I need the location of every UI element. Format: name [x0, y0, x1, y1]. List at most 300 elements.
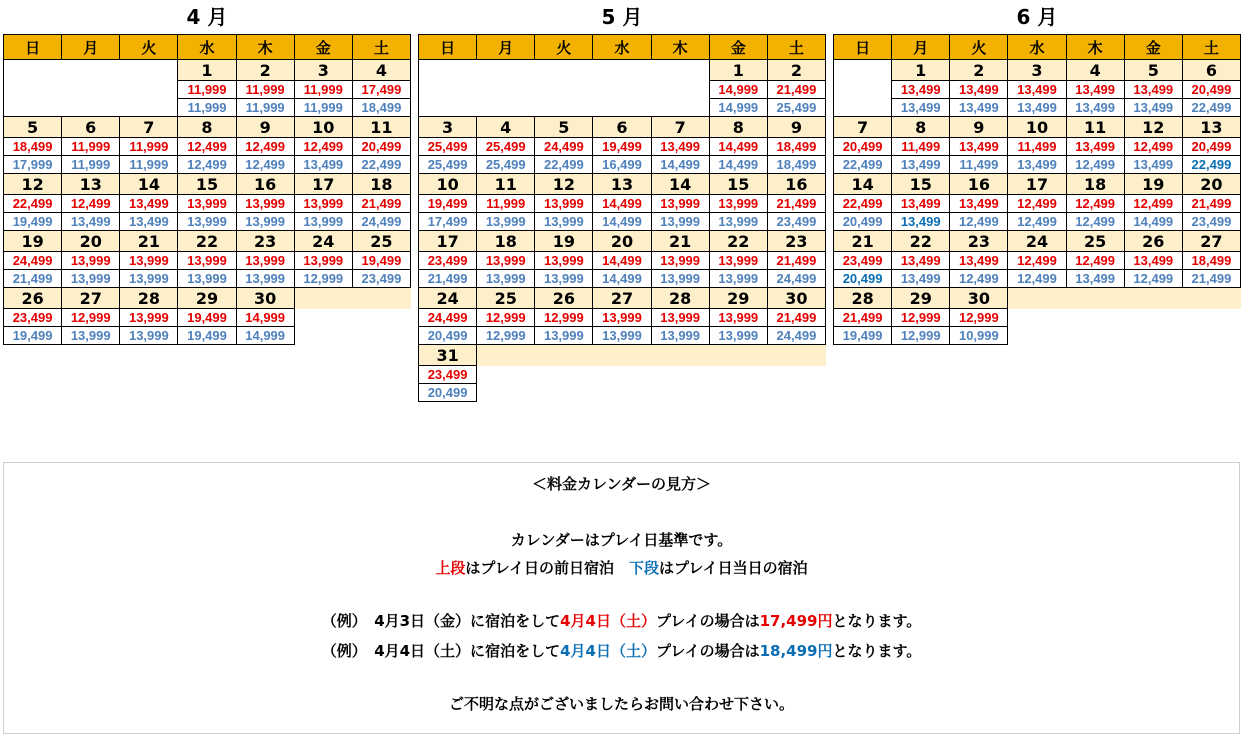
price-prev-night: 20,499 [834, 138, 892, 156]
example-1-mid: プレイの場合は [655, 612, 760, 630]
price-same-day: 13,999 [651, 327, 709, 345]
price-prev-night: 13,499 [1066, 138, 1124, 156]
price-prev-night: 13,499 [892, 252, 950, 270]
price-same-day: 14,499 [593, 213, 651, 231]
price-prev-night: 13,499 [1008, 81, 1066, 99]
empty-day-cell [4, 60, 62, 117]
day-number: 12 [4, 174, 62, 195]
day-number: 6 [1182, 60, 1240, 81]
day-number: 19 [4, 231, 62, 252]
empty-day-cell [593, 60, 651, 117]
month-title: 4 月 [186, 5, 228, 29]
price-prev-night: 13,999 [709, 309, 767, 327]
weekday-header: 金 [709, 35, 767, 60]
legend-row-explanation [4, 557, 1239, 578]
price-same-day: 13,999 [120, 270, 178, 288]
month-title: 6 月 [1016, 5, 1058, 29]
price-prev-night: 11,999 [120, 138, 178, 156]
example-1 [4, 610, 1239, 631]
price-prev-night: 21,499 [834, 309, 892, 327]
weekday-header: 水 [1008, 35, 1066, 60]
day-number: 22 [892, 231, 950, 252]
price-same-day: 25,499 [767, 99, 825, 117]
day-number: 20 [593, 231, 651, 252]
day-number: 12 [1124, 117, 1182, 138]
price-prev-night: 19,499 [178, 309, 236, 327]
price-prev-night: 13,999 [593, 309, 651, 327]
price-same-day: 22,499 [352, 156, 410, 174]
day-number: 26 [535, 288, 593, 309]
price-prev-night: 13,499 [1066, 81, 1124, 99]
day-number: 9 [950, 117, 1008, 138]
price-prev-night: 13,499 [950, 195, 1008, 213]
price-same-day: 14,499 [593, 270, 651, 288]
month-grid [3, 34, 411, 345]
upper-row-text: はプレイ日の前日宿泊 [465, 559, 629, 577]
day-number: 3 [419, 117, 477, 138]
price-same-day: 13,499 [892, 99, 950, 117]
price-prev-night: 13,999 [236, 195, 294, 213]
price-same-day: 24,499 [767, 327, 825, 345]
price-same-day: 13,499 [1066, 270, 1124, 288]
price-same-day: 13,499 [62, 213, 120, 231]
price-same-day: 13,499 [1066, 99, 1124, 117]
example-1-day: 4月4日（土） [560, 612, 656, 630]
legend-footer: ご不明な点がございましたらお問い合わせ下さい。 [448, 695, 794, 713]
day-number: 1 [709, 60, 767, 81]
day-number: 9 [236, 117, 294, 138]
price-prev-night: 23,499 [419, 252, 477, 270]
day-number: 4 [1066, 60, 1124, 81]
price-prev-night: 13,499 [651, 138, 709, 156]
price-prev-night: 13,999 [535, 195, 593, 213]
day-number: 25 [477, 288, 535, 309]
weekday-header: 火 [950, 35, 1008, 60]
day-number: 20 [1182, 174, 1240, 195]
price-same-day: 18,499 [352, 99, 410, 117]
price-prev-night: 11,999 [236, 81, 294, 99]
month-2 [418, 0, 826, 402]
price-same-day: 21,499 [4, 270, 62, 288]
price-same-day: 11,499 [950, 156, 1008, 174]
empty-day-cell [120, 60, 178, 117]
price-same-day: 13,999 [62, 270, 120, 288]
price-same-day: 20,499 [419, 327, 477, 345]
lower-row-text: はプレイ日当日の宿泊 [659, 559, 808, 577]
price-same-day: 14,999 [236, 327, 294, 345]
weekday-header: 日 [4, 35, 62, 60]
price-prev-night: 11,999 [62, 138, 120, 156]
price-prev-night: 23,499 [834, 252, 892, 270]
price-prev-night: 12,499 [294, 138, 352, 156]
day-number: 16 [767, 174, 825, 195]
price-prev-night: 12,999 [950, 309, 1008, 327]
price-prev-night: 13,999 [178, 252, 236, 270]
price-prev-night: 21,499 [767, 195, 825, 213]
price-prev-night: 13,999 [120, 309, 178, 327]
month-1 [3, 0, 411, 345]
price-prev-night: 18,499 [1182, 252, 1240, 270]
example-1-price: 17,499円 [759, 612, 833, 630]
day-number: 27 [62, 288, 120, 309]
weekday-header: 月 [892, 35, 950, 60]
price-same-day: 13,499 [892, 270, 950, 288]
day-number: 9 [767, 117, 825, 138]
price-prev-night: 11,999 [294, 81, 352, 99]
day-number: 29 [892, 288, 950, 309]
price-prev-night: 11,499 [892, 138, 950, 156]
price-same-day: 13,999 [709, 270, 767, 288]
price-prev-night: 20,499 [1182, 138, 1240, 156]
weekday-header: 木 [651, 35, 709, 60]
empty-day-cell [834, 60, 892, 117]
price-prev-night: 23,499 [4, 309, 62, 327]
legend-title: ＜料金カレンダーの見方＞ [531, 475, 712, 493]
price-same-day: 21,499 [1182, 270, 1240, 288]
price-same-day: 13,499 [950, 99, 1008, 117]
price-same-day: 13,999 [709, 327, 767, 345]
day-number: 24 [1008, 231, 1066, 252]
month-grid [418, 34, 826, 402]
price-prev-night: 12,499 [1066, 252, 1124, 270]
example-2-day: 4月4日（土） [560, 642, 656, 660]
price-same-day: 16,499 [593, 156, 651, 174]
price-same-day: 12,999 [892, 327, 950, 345]
price-prev-night: 13,499 [1124, 252, 1182, 270]
day-number: 21 [651, 231, 709, 252]
price-same-day: 13,999 [709, 213, 767, 231]
day-number: 10 [419, 174, 477, 195]
price-prev-night: 23,499 [419, 366, 477, 384]
day-number: 25 [352, 231, 410, 252]
day-number: 13 [1182, 117, 1240, 138]
day-number: 11 [352, 117, 410, 138]
price-same-day: 12,499 [1008, 213, 1066, 231]
day-number: 7 [120, 117, 178, 138]
price-prev-night: 12,999 [535, 309, 593, 327]
price-prev-night: 13,999 [294, 195, 352, 213]
price-prev-night: 11,499 [1008, 138, 1066, 156]
price-same-day: 12,499 [178, 156, 236, 174]
day-number: 25 [1066, 231, 1124, 252]
price-same-day: 18,499 [767, 156, 825, 174]
empty-day-cell [535, 60, 593, 117]
day-number: 8 [709, 117, 767, 138]
weekday-header: 月 [477, 35, 535, 60]
day-number: 30 [950, 288, 1008, 309]
day-number: 30 [236, 288, 294, 309]
price-same-day: 23,499 [352, 270, 410, 288]
weekday-header: 火 [535, 35, 593, 60]
price-same-day: 11,999 [294, 99, 352, 117]
day-number: 4 [477, 117, 535, 138]
price-same-day: 12,999 [294, 270, 352, 288]
day-number: 1 [892, 60, 950, 81]
price-prev-night: 13,499 [950, 138, 1008, 156]
day-number: 14 [834, 174, 892, 195]
price-prev-night: 13,499 [950, 252, 1008, 270]
day-number: 15 [709, 174, 767, 195]
example-1-prefix: （例） 4月3日（金）に宿泊をして [321, 612, 561, 630]
price-same-day: 12,999 [477, 327, 535, 345]
price-same-day: 13,499 [1124, 156, 1182, 174]
price-same-day: 10,999 [950, 327, 1008, 345]
day-number: 18 [352, 174, 410, 195]
day-number: 27 [1182, 231, 1240, 252]
price-prev-night: 19,499 [352, 252, 410, 270]
weekday-header: 土 [1182, 35, 1240, 60]
price-prev-night: 12,499 [62, 195, 120, 213]
price-prev-night: 21,499 [767, 81, 825, 99]
price-prev-night: 18,499 [4, 138, 62, 156]
price-prev-night: 13,499 [950, 81, 1008, 99]
day-number: 2 [767, 60, 825, 81]
price-same-day: 11,999 [120, 156, 178, 174]
price-prev-night: 13,999 [236, 252, 294, 270]
day-number: 14 [651, 174, 709, 195]
price-same-day: 19,499 [178, 327, 236, 345]
price-same-day: 11,999 [178, 99, 236, 117]
weekday-header: 火 [120, 35, 178, 60]
upper-row-label: 上段 [435, 559, 466, 577]
day-number: 23 [236, 231, 294, 252]
price-prev-night: 13,999 [294, 252, 352, 270]
price-prev-night: 12,499 [178, 138, 236, 156]
price-prev-night: 13,999 [709, 252, 767, 270]
price-same-day: 13,999 [236, 270, 294, 288]
price-same-day: 12,499 [950, 213, 1008, 231]
weekday-header: 木 [1066, 35, 1124, 60]
price-prev-night: 12,499 [1066, 195, 1124, 213]
price-prev-night: 19,499 [593, 138, 651, 156]
price-prev-night: 24,499 [4, 252, 62, 270]
price-prev-night: 21,499 [1182, 195, 1240, 213]
day-number: 6 [593, 117, 651, 138]
price-same-day: 24,499 [352, 213, 410, 231]
price-same-day: 17,999 [4, 156, 62, 174]
day-number: 2 [950, 60, 1008, 81]
price-prev-night: 13,999 [62, 252, 120, 270]
price-prev-night: 21,499 [767, 309, 825, 327]
day-number: 20 [62, 231, 120, 252]
example-2-price: 18,499円 [759, 642, 833, 660]
day-number: 18 [477, 231, 535, 252]
price-same-day: 21,499 [419, 270, 477, 288]
month-title: 5 月 [601, 5, 643, 29]
price-prev-night: 21,499 [767, 252, 825, 270]
day-number: 15 [178, 174, 236, 195]
price-same-day: 13,499 [1008, 99, 1066, 117]
example-2-mid: プレイの場合は [655, 642, 760, 660]
price-same-day: 13,999 [178, 213, 236, 231]
price-prev-night: 25,499 [419, 138, 477, 156]
day-number: 22 [709, 231, 767, 252]
price-prev-night: 13,999 [477, 252, 535, 270]
weekday-header: 日 [834, 35, 892, 60]
day-number: 5 [535, 117, 593, 138]
day-number: 10 [294, 117, 352, 138]
price-prev-night: 14,499 [709, 138, 767, 156]
price-same-day: 12,499 [236, 156, 294, 174]
price-same-day: 22,499 [1182, 99, 1240, 117]
price-same-day: 13,999 [178, 270, 236, 288]
weekday-header: 土 [352, 35, 410, 60]
legend-box [3, 462, 1240, 734]
empty-day-cell [651, 60, 709, 117]
weekday-header: 金 [1124, 35, 1182, 60]
price-same-day: 25,499 [477, 156, 535, 174]
weekday-header: 水 [178, 35, 236, 60]
day-number: 11 [477, 174, 535, 195]
price-prev-night: 18,499 [767, 138, 825, 156]
price-same-day: 20,499 [834, 213, 892, 231]
empty-day-cell [419, 60, 477, 117]
day-number: 3 [1008, 60, 1066, 81]
price-same-day: 13,999 [651, 270, 709, 288]
price-same-day: 13,999 [535, 327, 593, 345]
price-prev-night: 14,999 [236, 309, 294, 327]
day-number: 1 [178, 60, 236, 81]
price-prev-night: 11,999 [477, 195, 535, 213]
day-number: 28 [651, 288, 709, 309]
day-number: 6 [62, 117, 120, 138]
day-number: 15 [892, 174, 950, 195]
example-2-suffix: となります。 [832, 642, 922, 660]
day-number: 2 [236, 60, 294, 81]
day-number: 18 [1066, 174, 1124, 195]
day-number: 24 [419, 288, 477, 309]
legend-basis-text: カレンダーはプレイ日基準です。 [510, 531, 733, 549]
day-number: 26 [1124, 231, 1182, 252]
price-prev-night: 13,499 [892, 81, 950, 99]
day-number: 14 [120, 174, 178, 195]
day-number: 10 [1008, 117, 1066, 138]
price-prev-night: 22,499 [834, 195, 892, 213]
price-same-day: 22,499 [834, 156, 892, 174]
example-2-prefix: （例） 4月4日（土）に宿泊をして [321, 642, 561, 660]
example-1-suffix: となります。 [832, 612, 922, 630]
price-same-day: 13,999 [535, 213, 593, 231]
day-number: 19 [535, 231, 593, 252]
price-prev-night: 14,999 [709, 81, 767, 99]
weekday-header: 土 [767, 35, 825, 60]
price-same-day: 13,499 [1008, 156, 1066, 174]
weekday-header: 月 [62, 35, 120, 60]
day-number: 5 [4, 117, 62, 138]
price-prev-night: 22,499 [4, 195, 62, 213]
price-prev-night: 12,499 [1008, 195, 1066, 213]
day-number: 22 [178, 231, 236, 252]
price-prev-night: 13,999 [709, 195, 767, 213]
price-prev-night: 13,499 [892, 195, 950, 213]
price-same-day: 19,499 [4, 327, 62, 345]
example-2 [4, 640, 1239, 661]
day-number: 8 [178, 117, 236, 138]
day-number: 31 [419, 345, 477, 366]
day-number: 7 [651, 117, 709, 138]
month-grid [833, 34, 1241, 345]
day-number: 4 [352, 60, 410, 81]
price-prev-night: 24,499 [419, 309, 477, 327]
price-same-day: 12,499 [1124, 270, 1182, 288]
price-prev-night: 24,499 [535, 138, 593, 156]
day-number: 17 [1008, 174, 1066, 195]
price-same-day: 19,499 [834, 327, 892, 345]
price-same-day: 25,499 [419, 156, 477, 174]
price-same-day: 13,999 [62, 327, 120, 345]
price-prev-night: 13,499 [1124, 81, 1182, 99]
day-number: 27 [593, 288, 651, 309]
empty-day-cell [477, 60, 535, 117]
price-prev-night: 13,999 [651, 309, 709, 327]
price-prev-night: 13,999 [535, 252, 593, 270]
price-prev-night: 21,499 [352, 195, 410, 213]
day-number: 23 [950, 231, 1008, 252]
price-same-day: 20,499 [419, 384, 477, 402]
lower-row-label: 下段 [629, 559, 660, 577]
price-prev-night: 20,499 [352, 138, 410, 156]
price-prev-night: 12,499 [1124, 138, 1182, 156]
price-prev-night: 13,999 [120, 252, 178, 270]
day-number: 16 [950, 174, 1008, 195]
day-number: 17 [419, 231, 477, 252]
day-number: 5 [1124, 60, 1182, 81]
price-same-day: 12,499 [1008, 270, 1066, 288]
day-number: 11 [1066, 117, 1124, 138]
price-same-day: 14,499 [651, 156, 709, 174]
day-number: 28 [834, 288, 892, 309]
price-same-day: 24,499 [767, 270, 825, 288]
day-number: 8 [892, 117, 950, 138]
price-prev-night: 25,499 [477, 138, 535, 156]
day-number: 17 [294, 174, 352, 195]
month-3 [833, 0, 1241, 345]
day-number: 12 [535, 174, 593, 195]
price-prev-night: 12,499 [1124, 195, 1182, 213]
price-same-day: 14,999 [709, 99, 767, 117]
price-same-day: 13,499 [892, 156, 950, 174]
price-same-day: 13,499 [1124, 99, 1182, 117]
price-same-day: 12,499 [1066, 213, 1124, 231]
day-number: 24 [294, 231, 352, 252]
day-number: 7 [834, 117, 892, 138]
day-number: 30 [767, 288, 825, 309]
weekday-header: 日 [419, 35, 477, 60]
price-same-day: 13,999 [651, 213, 709, 231]
price-prev-night: 12,999 [62, 309, 120, 327]
price-same-day: 13,999 [120, 327, 178, 345]
weekday-header: 金 [294, 35, 352, 60]
price-prev-night: 13,499 [120, 195, 178, 213]
price-same-day: 23,499 [1182, 213, 1240, 231]
price-prev-night: 14,499 [593, 195, 651, 213]
day-number: 13 [62, 174, 120, 195]
price-same-day: 14,499 [709, 156, 767, 174]
price-prev-night: 13,999 [651, 195, 709, 213]
day-number: 21 [834, 231, 892, 252]
price-same-day: 13,499 [294, 156, 352, 174]
empty-day-cell [62, 60, 120, 117]
price-same-day: 17,499 [419, 213, 477, 231]
price-same-day: 13,499 [120, 213, 178, 231]
price-prev-night: 13,999 [651, 252, 709, 270]
price-same-day: 19,499 [4, 213, 62, 231]
price-same-day: 13,999 [593, 327, 651, 345]
price-same-day: 22,499 [1182, 156, 1240, 174]
price-same-day: 12,499 [950, 270, 1008, 288]
price-same-day: 23,499 [767, 213, 825, 231]
day-number: 19 [1124, 174, 1182, 195]
